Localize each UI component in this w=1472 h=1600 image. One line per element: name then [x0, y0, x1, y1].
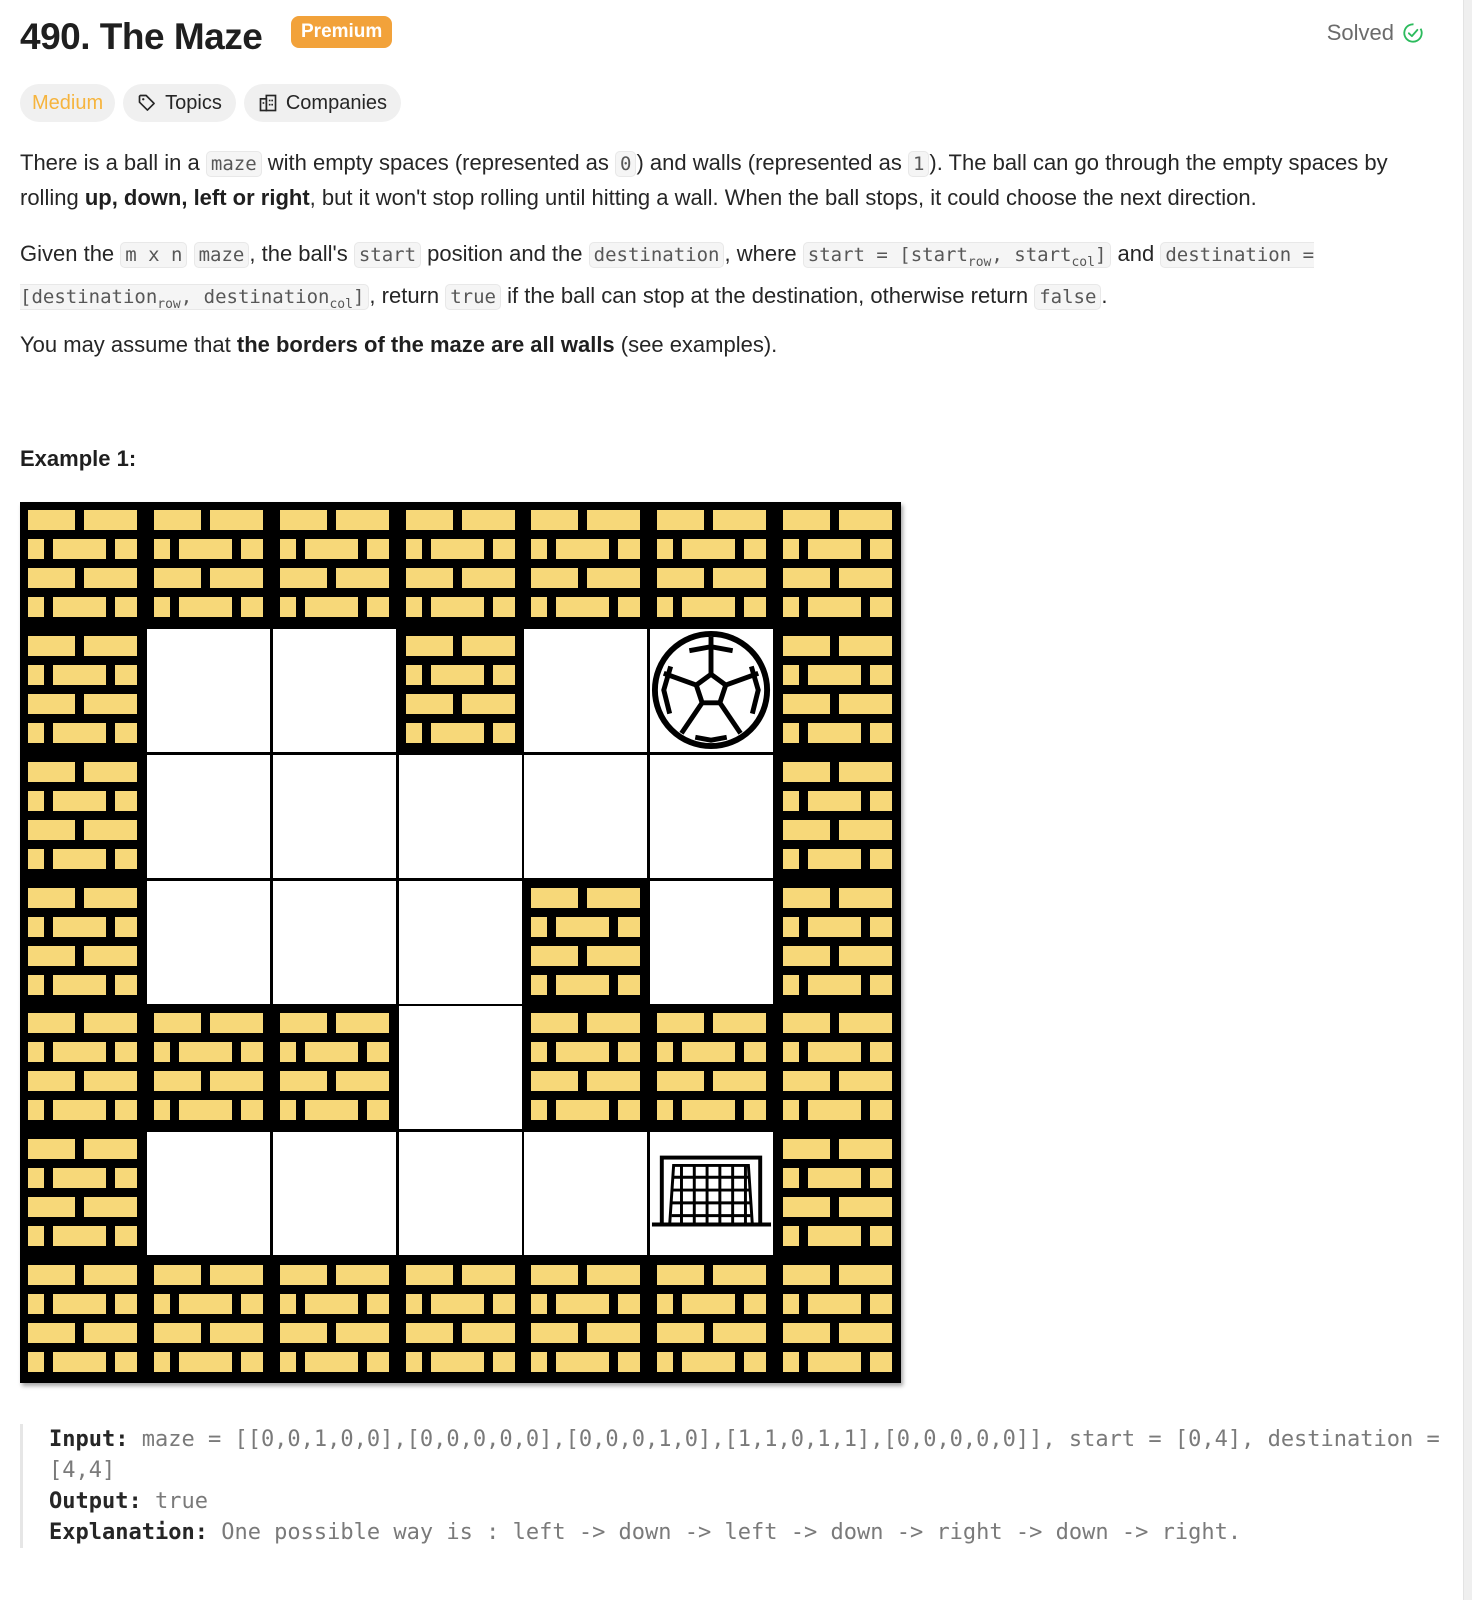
- inline-code: maze: [194, 242, 250, 268]
- maze-wall-cell: [649, 1005, 774, 1130]
- maze-empty-cell: [523, 628, 648, 753]
- maze-wall-cell: [146, 1005, 271, 1130]
- maze-empty-cell: [398, 880, 523, 1005]
- description-paragraph-3: You may assume that the borders of the maze are all walls (see examples).: [20, 332, 778, 357]
- maze-border-wall-cell: [20, 1131, 145, 1256]
- input-value: maze = [[0,0,1,0,0],[0,0,0,0,0],[0,0,0,1,0],[1,1,0,1,1],[0,0,0,0,0]], start = [0,4], destination = [4,4]: [49, 1427, 1454, 1483]
- maze-empty-cell: [523, 754, 648, 879]
- input-line: [49, 1424, 1454, 1486]
- check-circle-icon: [1402, 22, 1424, 44]
- maze-border-wall-cell: [775, 1131, 900, 1256]
- maze-border-wall-cell: [20, 754, 145, 879]
- maze-border-wall-cell: [146, 1257, 271, 1382]
- goal-net-icon: [650, 1132, 773, 1255]
- maze-empty-cell: [272, 754, 397, 879]
- maze-empty-cell: [398, 1131, 523, 1256]
- maze-border-wall-cell: [775, 880, 900, 1005]
- maze-wall-cell: [523, 1005, 648, 1130]
- explanation-value: One possible way is : left -> down -> left -> down -> right -> down -> right.: [221, 1520, 1242, 1545]
- building-icon: [258, 93, 278, 113]
- bold-text: up, down, left or right: [84, 185, 310, 210]
- maze-diagram: [20, 502, 901, 1383]
- maze-border-wall-cell: [20, 1005, 145, 1130]
- maze-empty-cell: [146, 880, 271, 1005]
- maze-empty-cell: [649, 880, 774, 1005]
- page-title: 490. The Maze: [20, 16, 263, 57]
- maze-border-wall-cell: [775, 1257, 900, 1382]
- explanation-label: Explanation:: [49, 1520, 208, 1545]
- maze-border-wall-cell: [20, 502, 145, 627]
- maze-wall-cell: [272, 1005, 397, 1130]
- maze-empty-cell: [398, 1005, 523, 1130]
- maze-border-wall-cell: [649, 502, 774, 627]
- maze-border-wall-cell: [398, 502, 523, 627]
- example-title: Example 1:: [20, 446, 137, 471]
- maze-wall-cell: [398, 628, 523, 753]
- problem-header: [20, 14, 1442, 60]
- output-line: [49, 1486, 1449, 1517]
- description-paragraph-1: There is a ball in a maze with empty spaces (represented as 0 ) and walls (represented as 1 ). The ball can go through the empty spaces by rolling up, down, left or right, but it won't stop rolling until hitting a wall. When the ball stops, it could choose the next direction.: [20, 150, 1388, 210]
- output-value: true: [154, 1489, 208, 1514]
- maze-border-wall-cell: [523, 502, 648, 627]
- inline-code-start: start = [start$_{row}$, start$_{col}$]: [803, 242, 1112, 268]
- companies-label: Companies: [285, 91, 388, 114]
- inline-code: 1: [908, 151, 929, 177]
- maze-empty-cell: [649, 754, 774, 879]
- maze-empty-cell: [272, 1131, 397, 1256]
- maze-border-wall-cell: [20, 880, 145, 1005]
- maze-border-wall-cell: [272, 1257, 397, 1382]
- topics-label: Topics: [165, 91, 222, 114]
- output-label: Output:: [49, 1489, 142, 1514]
- companies-button[interactable]: [244, 84, 401, 122]
- maze-border-wall-cell: [146, 502, 271, 627]
- maze-empty-cell: [272, 628, 397, 753]
- maze-empty-cell: [146, 628, 271, 753]
- maze-border-wall-cell: [20, 1257, 145, 1382]
- maze-destination-cell: [649, 1131, 774, 1256]
- solved-label: Solved: [1326, 20, 1394, 45]
- maze-empty-cell: [523, 1131, 648, 1256]
- maze-empty-cell: [398, 754, 523, 879]
- inline-code: 0: [615, 151, 636, 177]
- difficulty-tag[interactable]: Medium: [20, 84, 115, 122]
- maze-border-wall-cell: [775, 754, 900, 879]
- inline-code: m x n: [120, 242, 187, 268]
- maze-border-wall-cell: [775, 1005, 900, 1130]
- maze-empty-cell: [146, 1131, 271, 1256]
- tag-icon: [137, 93, 157, 113]
- inline-code: true: [445, 284, 501, 310]
- maze-start-cell: [649, 628, 774, 753]
- maze-wall-cell: [523, 880, 648, 1005]
- maze-border-wall-cell: [775, 628, 900, 753]
- maze-border-wall-cell: [272, 502, 397, 627]
- bold-text: the borders of the maze are all walls: [236, 332, 615, 357]
- maze-border-wall-cell: [775, 502, 900, 627]
- inline-code: destination: [589, 242, 725, 268]
- maze-border-wall-cell: [523, 1257, 648, 1382]
- topics-button[interactable]: [123, 84, 236, 122]
- maze-empty-cell: [146, 754, 271, 879]
- explanation-line: [49, 1517, 1449, 1548]
- inline-code: start: [354, 242, 421, 268]
- panel-edge: [1463, 0, 1472, 1600]
- maze-border-wall-cell: [398, 1257, 523, 1382]
- inline-code: maze: [206, 151, 262, 177]
- maze-border-wall-cell: [649, 1257, 774, 1382]
- maze-border-wall-cell: [20, 628, 145, 753]
- input-label: Input:: [49, 1427, 129, 1452]
- description-paragraph-2: Given the m x n maze , the ball's start position and the destination , where start = [start$_{row}$, start$_{col}$] and destination = [destination$_{row}$, destination$_{col}$] , return true if the ball can stop at the destination, otherwise return false .: [20, 241, 1315, 312]
- solved-status: [1327, 20, 1424, 46]
- inline-code-destination: destination = [destination$_{row}$, destination$_{col}$]: [20, 244, 1315, 312]
- inline-code: false: [1034, 284, 1101, 310]
- tag-row: [20, 84, 401, 122]
- maze-empty-cell: [272, 880, 397, 1005]
- premium-badge[interactable]: Premium: [291, 16, 392, 48]
- example-io-block: [20, 1424, 1454, 1548]
- soccer-ball-icon: [650, 629, 773, 752]
